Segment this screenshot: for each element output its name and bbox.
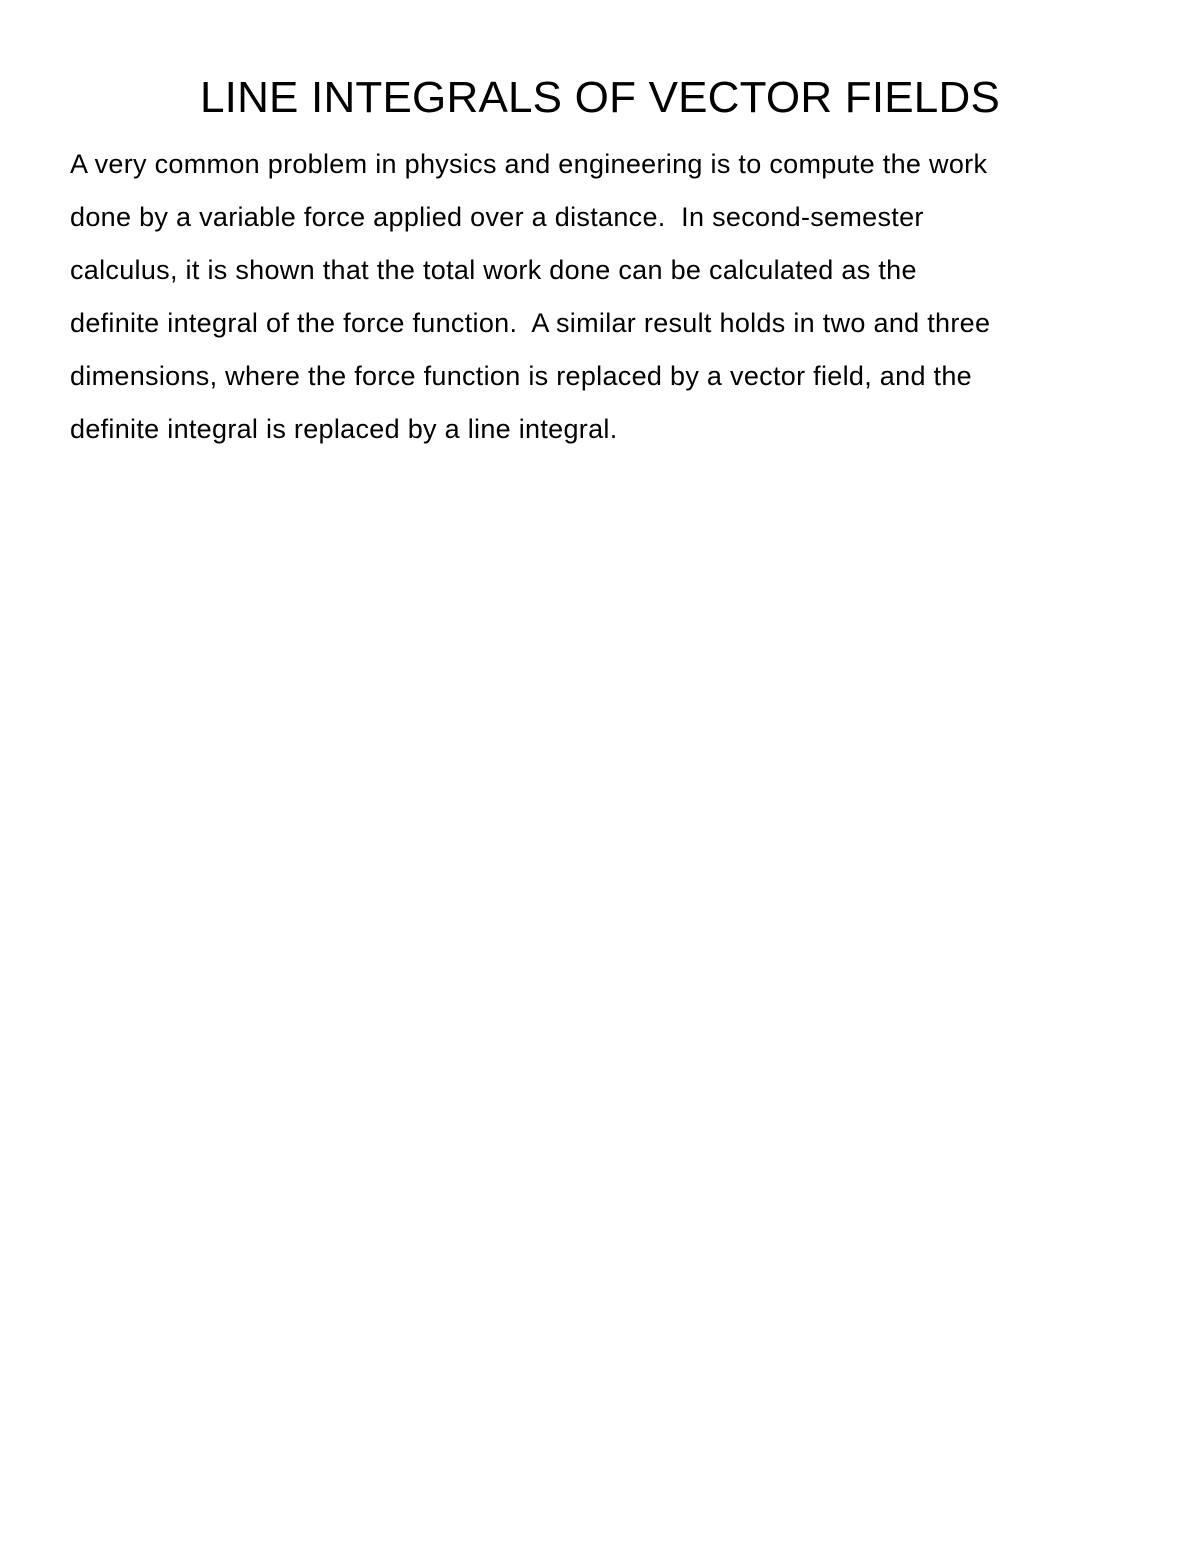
paragraph-line: definite integral of the force function. A similar result holds in two and three (70, 308, 991, 338)
paragraph-line: done by a variable force applied over a distance. In second-semester (70, 202, 924, 232)
page-title: LINE INTEGRALS OF VECTOR FIELDS (199, 73, 1000, 122)
paragraph-line: calculus, it is shown that the total work done can be calculated as the (70, 255, 917, 285)
body-paragraph (70, 138, 1130, 456)
paragraph-line: A very common problem in physics and engineering is to compute the work (70, 149, 988, 179)
paragraph-line: definite integral is replaced by a line integral. (70, 414, 618, 444)
paragraph-line: dimensions, where the force function is replaced by a vector field, and the (70, 361, 972, 391)
